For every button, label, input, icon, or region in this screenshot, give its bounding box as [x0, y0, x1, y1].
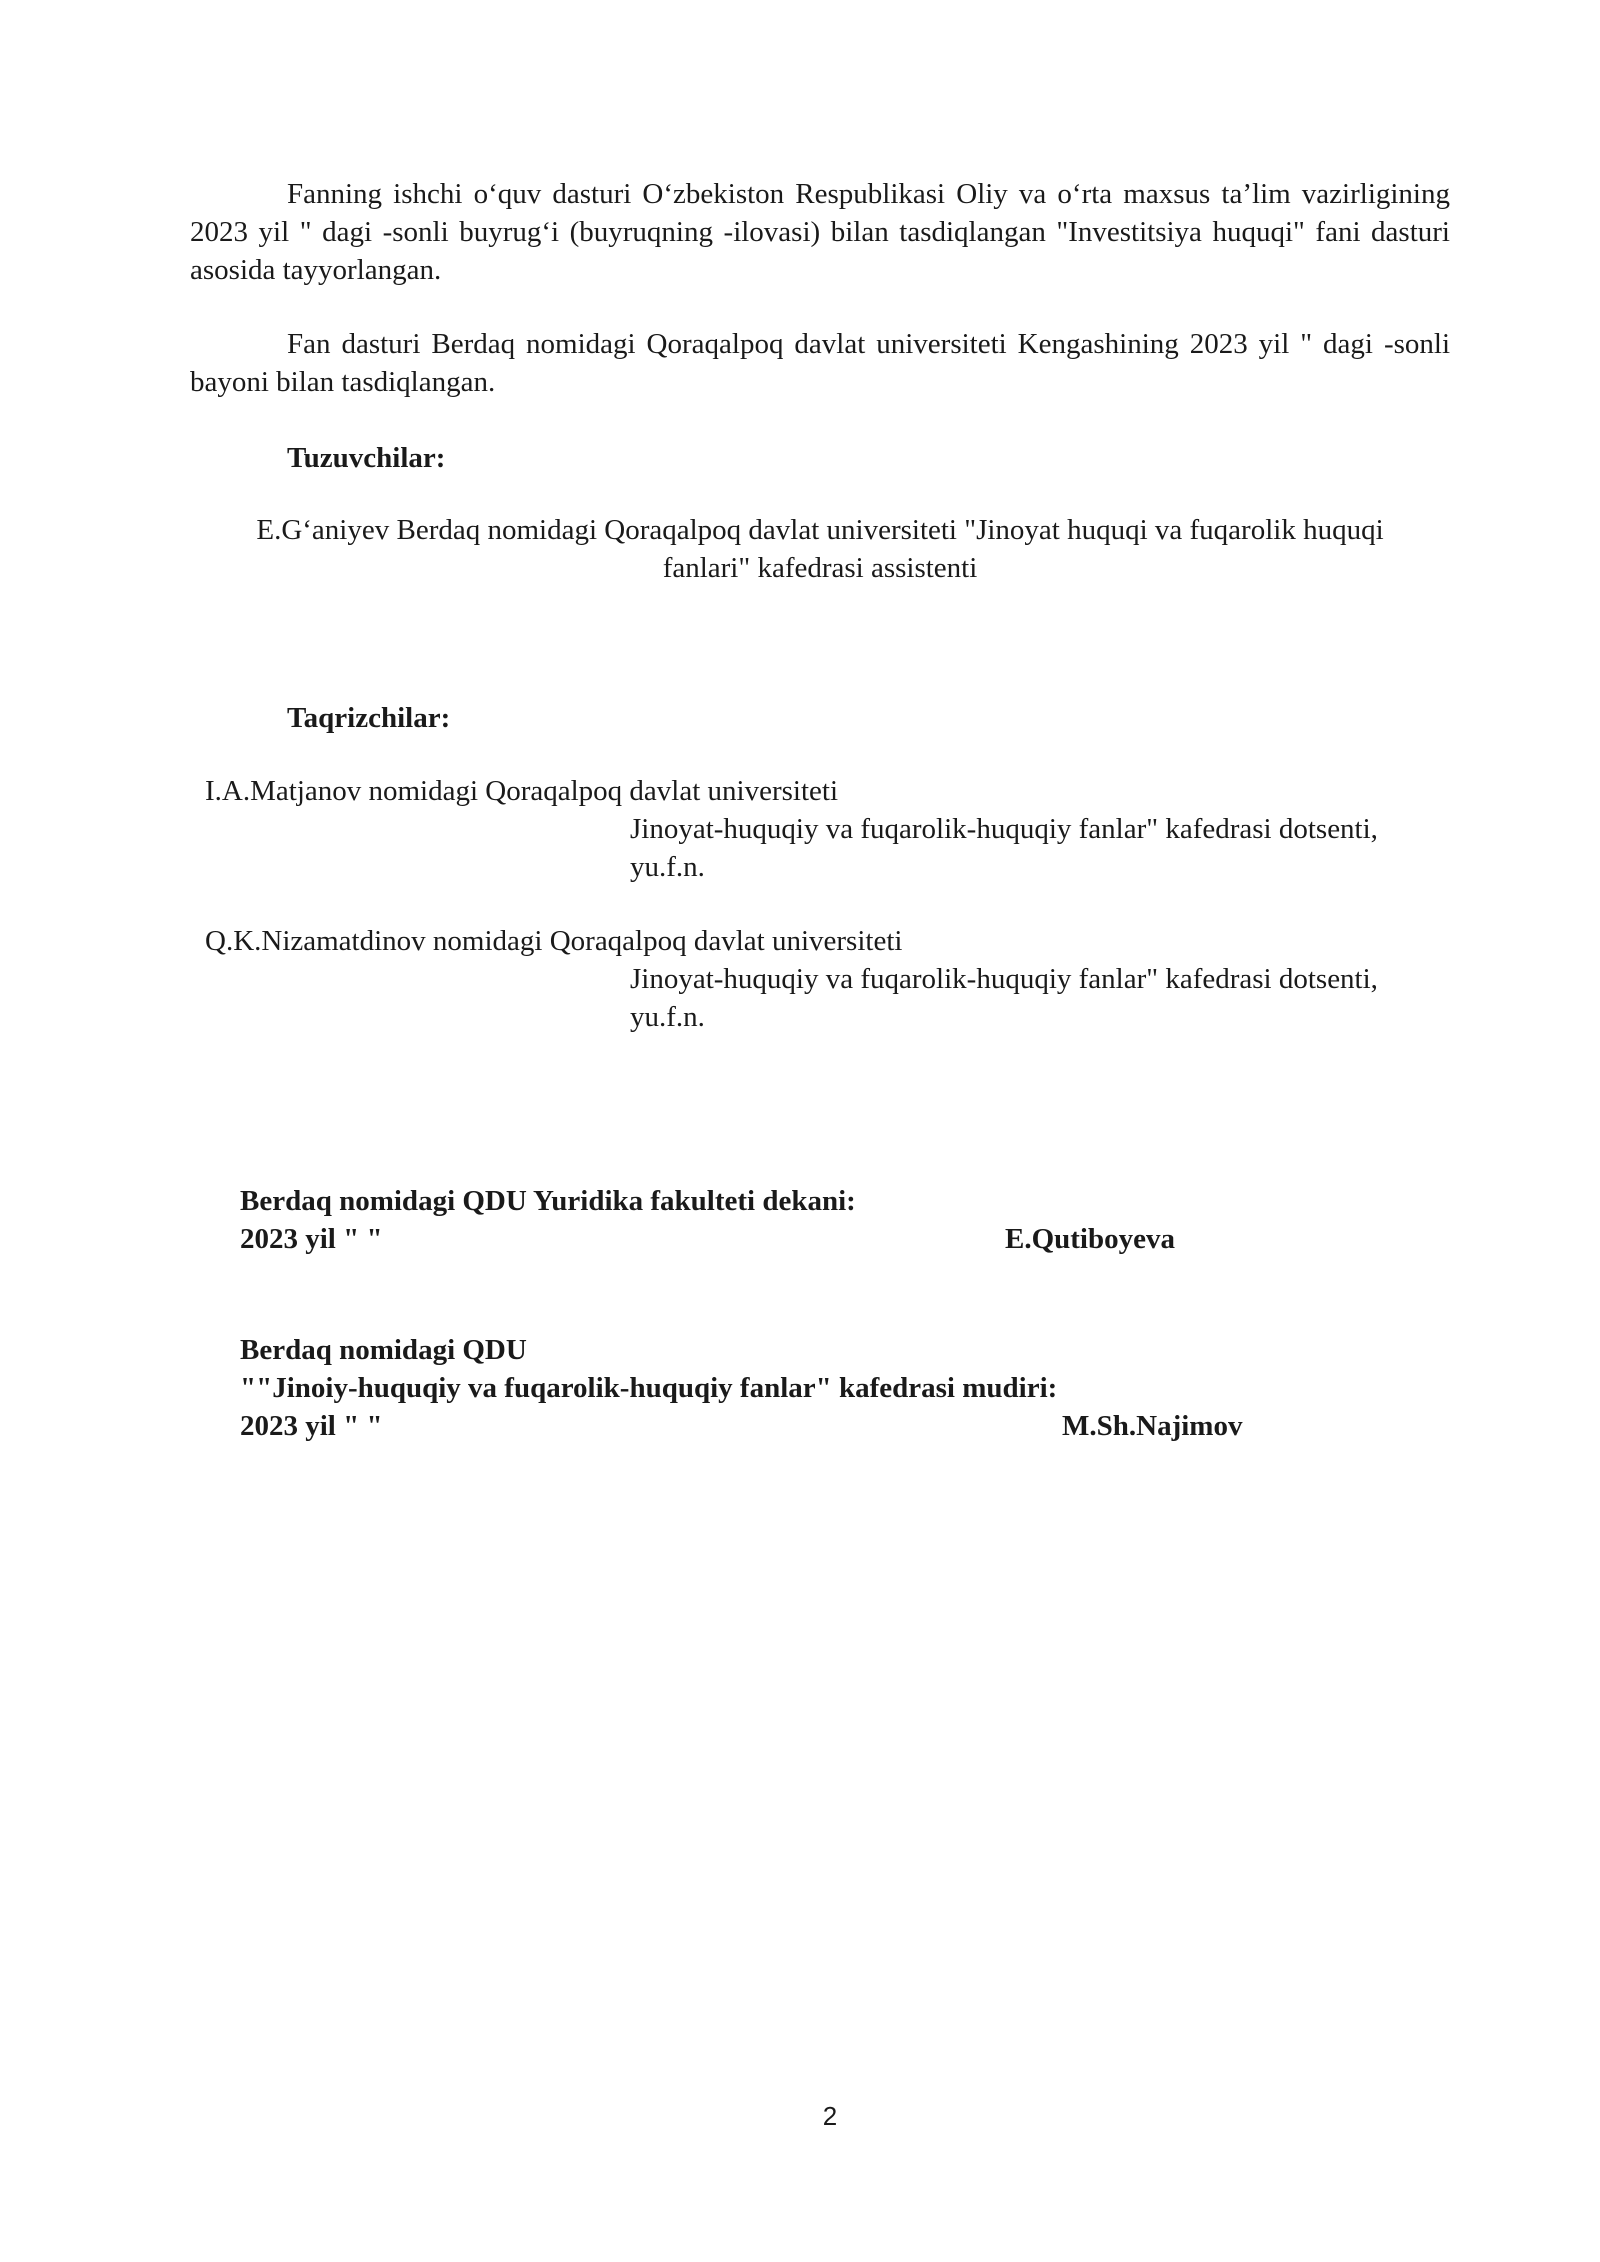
compiler-line-2: fanlari" kafedrasi assistenti: [662, 552, 978, 584]
dean-title: Berdaq nomidagi QDU Yuridika fakulteti dekani:: [240, 1185, 856, 1217]
reviewer-1-detail-2: yu.f.n.: [630, 851, 705, 883]
head-name: M.Sh.Najimov: [1062, 1410, 1243, 1442]
reviewer-2-detail-2: yu.f.n.: [630, 1001, 705, 1033]
compiler-line-1: E.Gʻaniyev Berdaq nomidagi Qoraqalpoq davlat universiteti "Jinoyat huquqi va fuqarolik huquqi: [256, 514, 1384, 546]
reviewer-1-name: I.A.Matjanov nomidagi Qoraqalpoq davlat universiteti: [205, 775, 839, 807]
reviewer-2-detail-1: Jinoyat-huquqiy va fuqarolik-huquqiy fanlar" kafedrasi dotsenti,: [630, 963, 1378, 995]
compilers-heading: Tuzuvchilar:: [287, 442, 446, 474]
head-date: 2023 yil " ": [240, 1410, 383, 1442]
intro-paragraph-2: Fan dasturi Berdaq nomidagi Qoraqalpoq davlat universiteti Kengashining 2023 yil " dagi -sonli bayoni bilan tasdiqlangan.: [190, 328, 1450, 398]
intro-paragraph-1: Fanning ishchi oʻquv dasturi Oʻzbekiston Respublikasi Oliy va oʻrta maxsus taʼlim vazirligining 2023 yil " dagi -sonli buyrugʻi (buyruqning -ilovasi) bilan tasdiqlangan "Investitsiya huquqi" fani dasturi asosida tayyorlangan.: [190, 178, 1450, 286]
head-title-line-2: ""Jinoiy-huquqiy va fuqarolik-huquqiy fanlar" kafedrasi mudiri:: [240, 1372, 1058, 1404]
page-number: 2: [822, 2101, 838, 2131]
dean-name: E.Qutiboyeva: [1005, 1223, 1175, 1255]
reviewer-1-detail-1: Jinoyat-huquqiy va fuqarolik-huquqiy fanlar" kafedrasi dotsenti,: [630, 813, 1378, 845]
reviewer-2-name: Q.K.Nizamatdinov nomidagi Qoraqalpoq davlat universiteti: [205, 925, 903, 957]
reviewers-heading: Taqrizchilar:: [287, 702, 451, 734]
head-title-line-1: Berdaq nomidagi QDU: [240, 1334, 527, 1366]
dean-date: 2023 yil " ": [240, 1223, 383, 1255]
